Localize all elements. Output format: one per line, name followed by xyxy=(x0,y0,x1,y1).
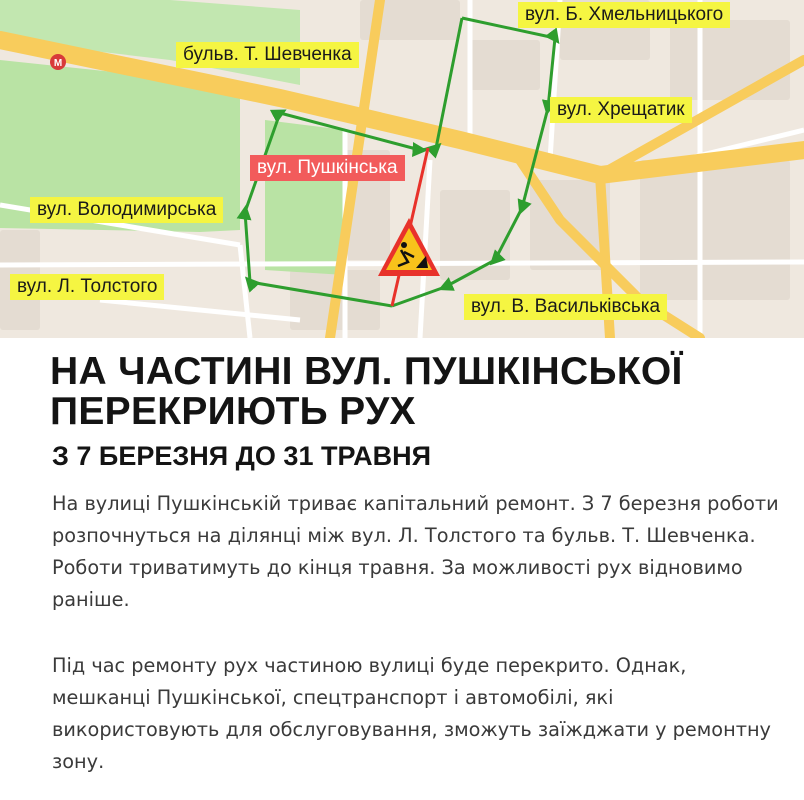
shevchenko-park xyxy=(265,120,345,275)
label-khreshchatyk: вул. Хрещатик xyxy=(550,97,692,123)
label-shevchenka: бульв. Т. Шевченка xyxy=(176,42,359,68)
label-khmelnytskoho: вул. Б. Хмельницького xyxy=(518,2,730,28)
metro-letter: M xyxy=(53,58,63,69)
headline: НА ЧАСТИНІ ВУЛ. ПУШКІНСЬКОЇ ПЕРЕКРИЮТЬ РУХ xyxy=(50,350,683,433)
paragraph-access-info: Під час ремонту рух частиною вулиці буде перекрито. Однак, мешканці Пушкінської, спецтранспорт і автомобілі, які використовують для обслуговування, зможуть заїжджати у ремонтну зону. xyxy=(52,654,771,773)
label-tolstoho: вул. Л. Толстого xyxy=(10,274,164,300)
label-pushkinska: вул. Пушкінська xyxy=(250,155,405,181)
label-vasylkivska: вул. В. Васильківська xyxy=(464,294,667,320)
paragraph-repair-info: На вулиці Пушкінській триває капітальний ремонт. З 7 березня роботи розпочнуться на ділянці між вул. Л. Толстого та бульв. Т. Шевченка. Роботи триватимуть до кінця травня. За можливості рух відновимо раніше. xyxy=(52,492,779,611)
label-volodymyrska: вул. Володимирська xyxy=(30,197,223,223)
route-map xyxy=(0,0,804,338)
subheadline: З 7 БЕРЕЗНЯ ДО 31 ТРАВНЯ xyxy=(52,441,431,471)
